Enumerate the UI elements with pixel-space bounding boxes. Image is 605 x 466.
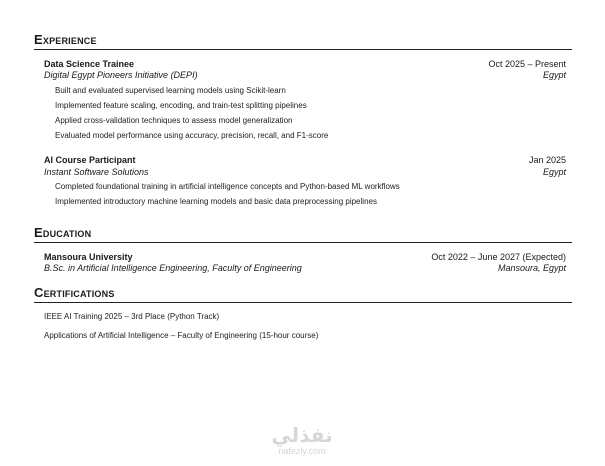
experience-entry-2-role: AI Course Participant — [44, 155, 136, 165]
experience-entry-2-header — [44, 155, 566, 166]
certification-item: Applications of Artificial Intelligence – Faculty of Engineering (15-hour course) — [44, 331, 319, 340]
experience-entry-1-subheader — [44, 70, 566, 81]
experience-entry-1-bullet: Implemented feature scaling, encoding, and train-test splitting pipelines — [55, 101, 307, 110]
education-school: Mansoura University — [44, 252, 133, 262]
experience-entry-2-location: Egypt — [542, 167, 566, 177]
experience-entry-1-org: Digital Egypt Pioneers Initiative (DEPI) — [44, 70, 198, 80]
experience-entry-1-location: Egypt — [542, 70, 566, 80]
experience-entry-1-header — [44, 59, 566, 70]
certifications-heading: Certifications — [34, 286, 572, 303]
education-degree: B.Sc. in Artificial Intelligence Engineering, Faculty of Engineering — [44, 263, 302, 273]
education-header — [44, 252, 566, 263]
education-heading: Education — [34, 226, 572, 243]
experience-entry-2-subheader — [44, 167, 566, 178]
experience-heading: Experience — [34, 33, 572, 50]
experience-entry-1-bullet: Applied cross-validation techniques to assess model generalization — [55, 116, 293, 125]
experience-entry-2-org: Instant Software Solutions — [44, 167, 149, 177]
watermark-arabic-text: نفذلي — [271, 423, 333, 447]
experience-entry-1-bullet: Built and evaluated supervised learning models using Scikit-learn — [55, 86, 286, 95]
education-subheader — [44, 263, 566, 274]
experience-entry-1-date: Oct 2025 – Present — [488, 59, 566, 69]
experience-entry-2-bullet: Implemented introductory machine learning models and basic data preprocessing pipelines — [55, 197, 377, 206]
experience-entry-1-role: Data Science Trainee — [44, 59, 135, 69]
watermark-latin-text: nafezly.com — [278, 446, 326, 456]
education-date: Oct 2022 – June 2027 (Expected) — [431, 252, 566, 262]
nafezly-watermark — [262, 424, 342, 456]
experience-entry-2-bullet: Completed foundational training in artificial intelligence concepts and Python-based ML workflows — [55, 182, 400, 191]
education-location: Mansoura, Egypt — [497, 263, 566, 273]
experience-entry-2-date: Jan 2025 — [528, 155, 566, 165]
experience-entry-1-bullet: Evaluated model performance using accuracy, precision, recall, and F1-score — [55, 131, 329, 140]
certification-item: IEEE AI Training 2025 – 3rd Place (Python Track) — [44, 312, 220, 321]
